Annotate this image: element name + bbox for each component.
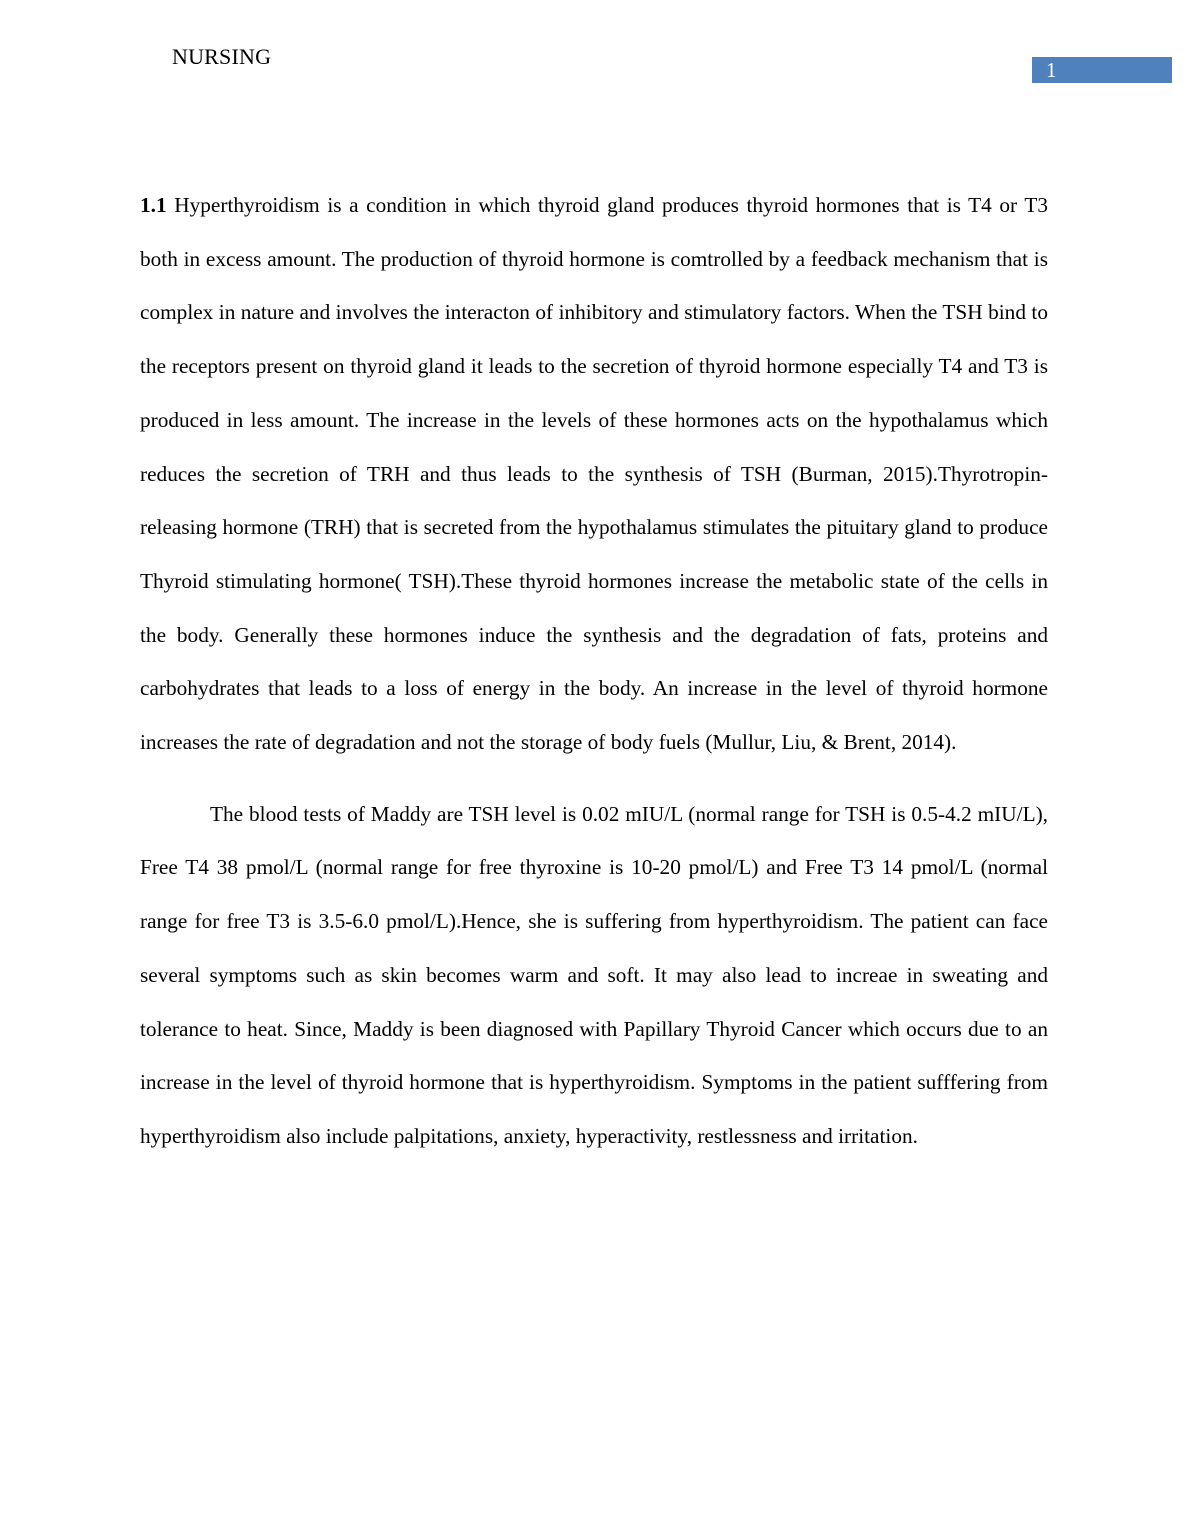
paragraph-1-text: Hyperthyroidism is a condition in which thyroid gland produces thyroid hormones that is T4 or T3 both in excess amount. The production of thyroid hormone is comtrolled by a feedback mechanism that is complex in nature and involves the interacton of inhibitory and stimulatory factors. When the TSH bind to the receptors present on thyroid gland it leads to the secretion of thyroid hormone especially T4 and T3 is produced in less amount. The increase in the levels of these hormones acts on the hypothalamus which reduces the secretion of TRH and thus leads to the synthesis of TSH (Burman, 2015).Thyrotropin-releasing hormone (TRH) that is secreted from the hypothalamus stimulates the pituitary gland to produce Thyroid stimulating hormone( TSH).These thyroid hormones increase the metabolic state of the cells in the body. Generally these hormones induce the synthesis and the degradation of fats, proteins and carbohydrates that leads to a loss of energy in the body. An increase in the level of thyroid hormone increases the rate of degradation and not the storage of body fuels (Mullur, Liu, & Brent, 2014).	[140, 193, 1048, 755]
paragraph-blood-tests: The blood tests of Maddy are TSH level is 0.02 mIU/L (normal range for TSH is 0.5-4.2 mIU/L), Free T4 38 pmol/L (normal range for free thyroxine is 10-20 pmol/L) and Free T3 14 pmol/L (normal range for free T3 is 3.5-6.0 pmol/L).Hence, she is suffering from hyperthyroidism. The patient can face several symptoms such as skin becomes warm and soft. It may also lead to increae in sweating and tolerance to heat. Since, Maddy is been diagnosed with Papillary Thyroid Cancer which occurs due to an increase in the level of thyroid hormone that is hyperthyroidism. Symptoms in the patient sufffering from hyperthyroidism also include palpitations, anxiety, hyperactivity, restlessness and irritation.	[140, 801, 1048, 1148]
page-number-badge: 1	[1032, 57, 1172, 83]
document-body	[140, 179, 1048, 1164]
running-header-title: NURSING	[172, 44, 272, 69]
paragraph-hyperthyroidism-overview	[140, 179, 1048, 770]
section-number: 1.1	[140, 193, 167, 217]
